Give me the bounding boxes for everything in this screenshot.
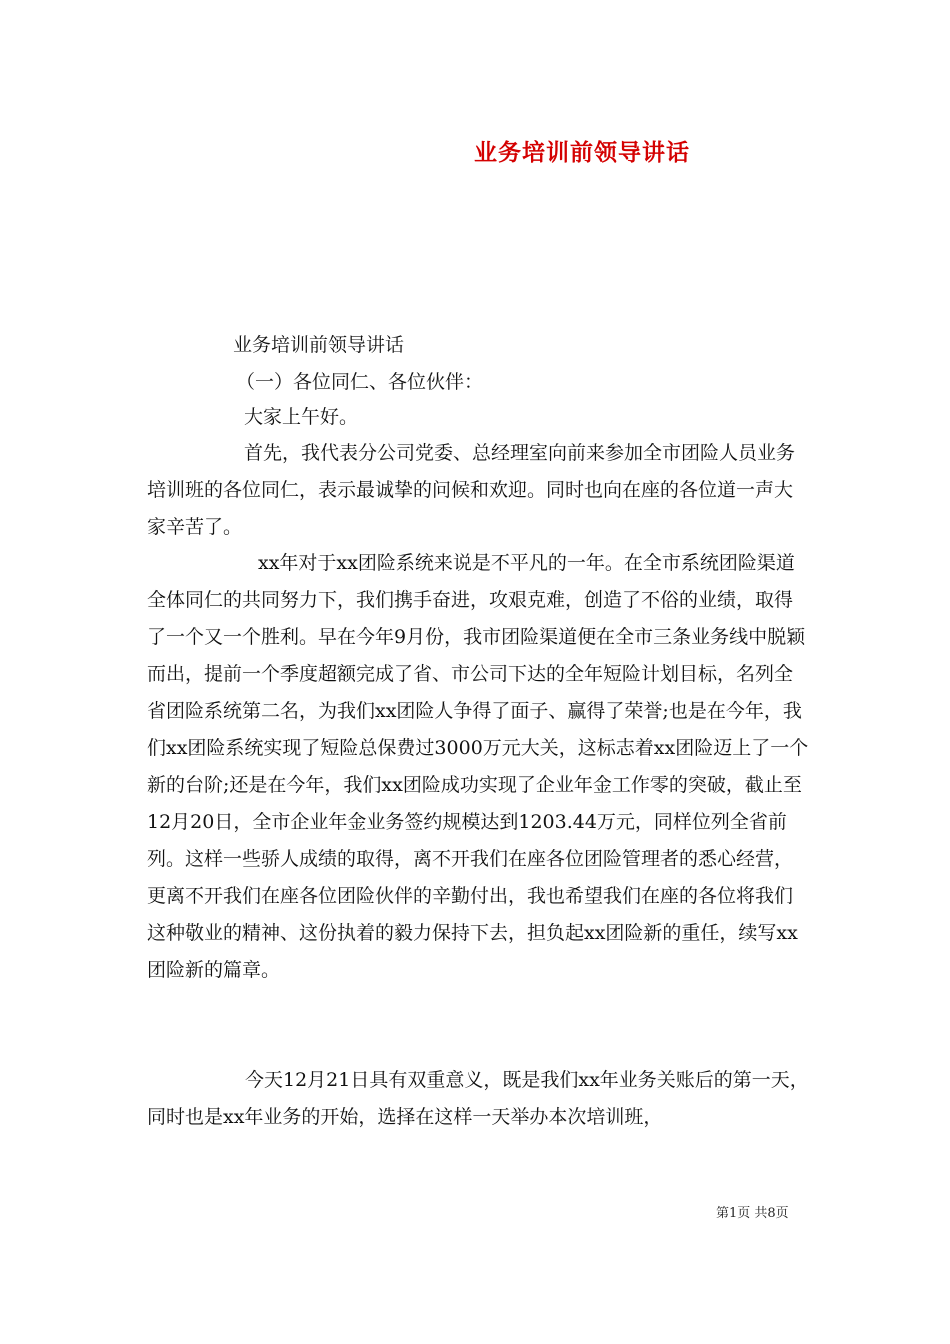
page-number-footer: 第1页 共8页 <box>716 1206 789 1221</box>
paragraph-opening <box>147 435 809 546</box>
paragraph-text: 今天12月21日具有双重意义，既是我们xx年业务关账后的第一天，同时也是xx年业务的开始，选择在这样一天举办本次培训班， <box>147 1069 809 1128</box>
paragraph-text: xx年对于xx团险系统来说是不平凡的一年。在全市系统团险渠道全体同仁的共同努力下，我们携手奋进，攻艰克难，创造了不俗的业绩，取得了一个又一个胜利。早在今年9月份，我市团险渠道便在全市三条业务线中脱颖而出，提前一个季度超额完成了省、市公司下达的全年短险计划目标，名列全省团险系统第二名，为我们xx团险人争得了面子、赢得了荣誉;也是在今年，我们xx团险系统实现了短险总保费过3000万元大关，这标志着xx团险迈上了一个新的台阶;还是在今年，我们xx团险成功实现了企业年金工作零的突破，截止至12月20日，全市企业年金业务签约规模达到1203.44万元，同样位列全省前列。这样一些骄人成绩的取得，离不开我们在座各位团险管理者的悉心经营，更离不开我们在座各位团险伙伴的辛勤付出，我也希望我们在座的各位将我们这种敬业的精神、这份执着的毅力保持下去，担负起xx团险新的重任，续写xx团险新的篇章。 <box>147 552 809 981</box>
document-subtitle: 业务培训前领导讲话 <box>233 334 405 356</box>
salutation: （一）各位同仁、各位伙伴： <box>236 371 484 393</box>
paragraph-text: 首先，我代表分公司党委、总经理室向前来参加全市团险人员业务培训班的各位同仁，表示最诚挚的问候和欢迎。同时也向在座的各位道一声大家辛苦了。 <box>147 442 796 538</box>
page-title: 业务培训前领导讲话 <box>474 139 690 166</box>
greeting: 大家上午好。 <box>244 406 359 428</box>
paragraph-today <box>147 1062 809 1136</box>
paragraph-achievements <box>147 545 809 989</box>
